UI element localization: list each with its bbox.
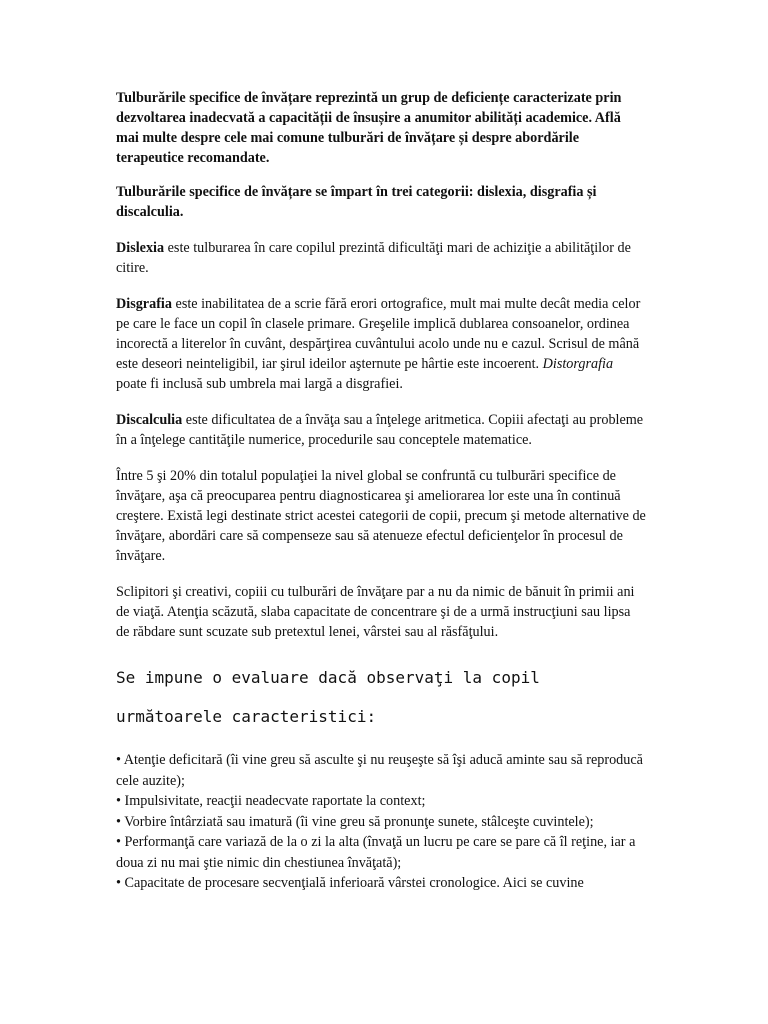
list-item: • Capacitate de procesare secvenţială inferioară vârstei cronologice. Aici se cuvine	[116, 875, 584, 891]
list-item: • Atenţie deficitară (îi vine greu să asculte şi nu reuşeşte să îşi aducă aminte sau să reproducă cele auzite);	[116, 752, 643, 789]
list-item: • Vorbire întârziată sau imatură (îi vine greu să pronunţe sunete, stâlceşte cuvintele);	[116, 813, 594, 830]
evaluation-heading: Se impune o evaluare dacă observaţi la copil următoarele caracteristici:	[116, 668, 540, 726]
discalculia-paragraph	[116, 410, 646, 450]
characteristics-list	[116, 750, 646, 894]
discalculia-text: este dificultatea de a învăţa sau a înţelege aritmetica. Copiii afectaţi au probleme în a înţelege cantităţile numerice, procedurile sau conceptele matematice.	[116, 412, 644, 448]
document-content	[116, 88, 646, 894]
distorgrafia-term: Distorgrafia	[542, 356, 614, 372]
intro-paragraph: Tulburările specifice de învățare reprezintă un grup de deficiențe caracterizate prin dezvoltarea inadecvată a capacității de însușire a anumitor abilități academice. Află mai multe despre cele mai comune tulburări de învățare și despre abordările terapeutice recomandate.	[116, 90, 622, 166]
discalculia-term: Discalculia	[116, 412, 183, 428]
categories-paragraph: Tulburările specifice de învățare se împart în trei categorii: dislexia, disgrafia și discalculia.	[116, 184, 597, 220]
list-item: • Impulsivitate, reacţii neadecvate raportate la context;	[116, 793, 426, 809]
dislexia-paragraph	[116, 238, 646, 278]
statistics-paragraph: Între 5 şi 20% din totalul populaţiei la nivel global se confruntă cu tulburări specifice de învăţare, aşa că preocuparea pentru diagnosticarea şi ameliorarea lor este una în continuă creştere. Există legi destinate strict acestei categorii de copii, precum şi metode alternative de învăţare, abordări care să compenseze sau să atenueze efectul deficienţelor în procesul de învăţare.	[116, 468, 646, 564]
disgrafia-paragraph	[116, 294, 646, 394]
disgrafia-text: este inabilitatea de a scrie fără erori ortografice, mult mai multe decât media celor pe care le face un copil în clasele primare. Greşelile implică dublarea consoanelor, ordinea incorectă a literelor în cuvânt, despărţirea cuvântului acolo unde nu e cazul. Scrisul de mână este deseori neinteligibil, iar şirul ideilor aşternute pe hârtie este incoerent.	[116, 296, 641, 372]
sclipitori-paragraph: Sclipitori şi creativi, copiii cu tulburări de învăţare par a nu da nimic de bănuit în primii ani de viaţă. Atenţia scăzută, slaba capacitate de concentrare şi de a urmă instrucţiuni sau lipsa de răbdare sunt scuzate sub pretextul lenei, vârstei sau al răsfăţului.	[116, 584, 635, 640]
disgrafia-tail: poate fi inclusă sub umbrela mai largă a disgrafiei.	[116, 376, 403, 392]
disgrafia-term: Disgrafia	[116, 296, 172, 312]
list-item: • Performanţă care variază de la o zi la alta (învaţă un lucru pe care se pare că îl reţine, iar a doua zi nu mai ştie nimic din chestiunea învăţată);	[116, 834, 636, 871]
dislexia-term: Dislexia	[116, 240, 165, 256]
dislexia-text: este tulburarea în care copilul prezintă dificultăţi mari de achiziţie a abilităţilor de citire.	[116, 240, 631, 276]
